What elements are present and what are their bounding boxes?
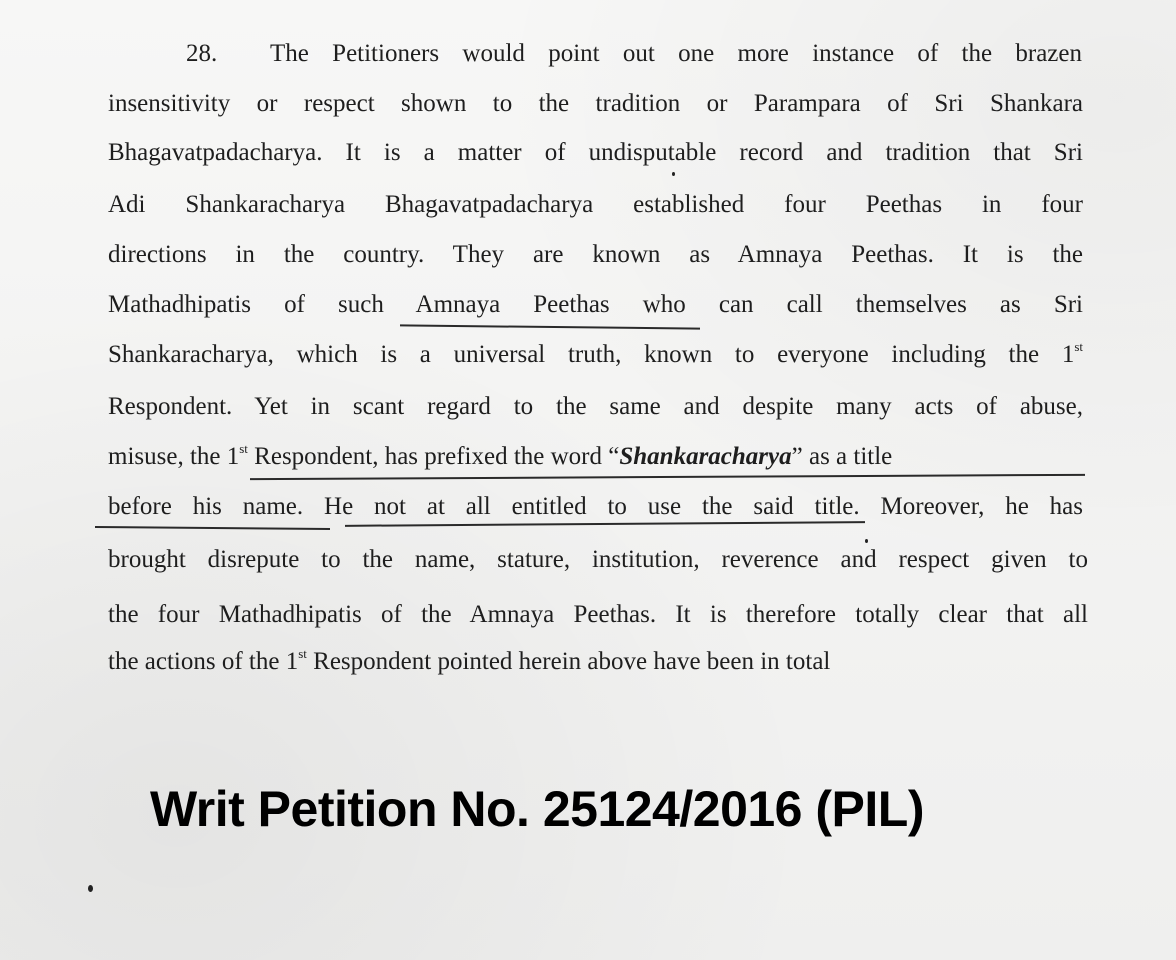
text-line: before his name. He not at all entitled to use the said title. Moreover, he has [108,493,1083,520]
text-line: the four Mathadhipatis of the Amnaya Peethas. It is therefore totally clear that all [108,601,1088,628]
scan-speck [865,539,868,543]
text-line: brought disrepute to the name, stature, institution, reverence and respect given to [108,546,1088,573]
text-line: insensitivity or respect shown to the tradition or Parampara of Sri Shankara [108,90,1083,117]
ordinal-suffix: st [239,440,248,456]
italic-title-word: Shankaracharya [619,443,792,470]
scan-speck [88,885,93,892]
text-line: Mathadhipatis of such Amnaya Peethas who can call themselves as Sri [108,291,1083,318]
text-line: Respondent. Yet in scant regard to the same and despite many acts of abuse, [108,393,1083,420]
ordinal-suffix: st [1074,338,1083,354]
ordinal-suffix: st [298,645,307,661]
text-line: Shankaracharya, which is a universal truth, known to everyone including the 1st [108,338,1083,368]
text-line: Adi Shankaracharya Bhagavatpadacharya established four Peethas in four [108,191,1083,218]
text-line: Bhagavatpadacharya. It is a matter of undisputable record and tradition that Sri [108,139,1083,166]
text-line: directions in the country. They are known as Amnaya Peethas. It is the [108,241,1083,268]
text-line: The Petitioners would point out one more instance of the brazen [270,40,1082,67]
text-line: misuse, the 1st Respondent, has prefixed the word “Shankaracharya” as a title [108,440,893,470]
pen-underline [250,474,1085,480]
text-line: the actions of the 1st Respondent pointed herein above have been in total [108,645,831,675]
caption-title: Writ Petition No. 25124/2016 (PIL) [150,781,924,837]
scan-speck [672,172,675,176]
pen-underline [95,526,330,530]
underlined-phrase: Respondent, has prefixed the word “Shankaracharya” as a title [254,443,893,470]
paragraph-number: 28. [186,40,218,67]
pen-underline [400,324,700,329]
